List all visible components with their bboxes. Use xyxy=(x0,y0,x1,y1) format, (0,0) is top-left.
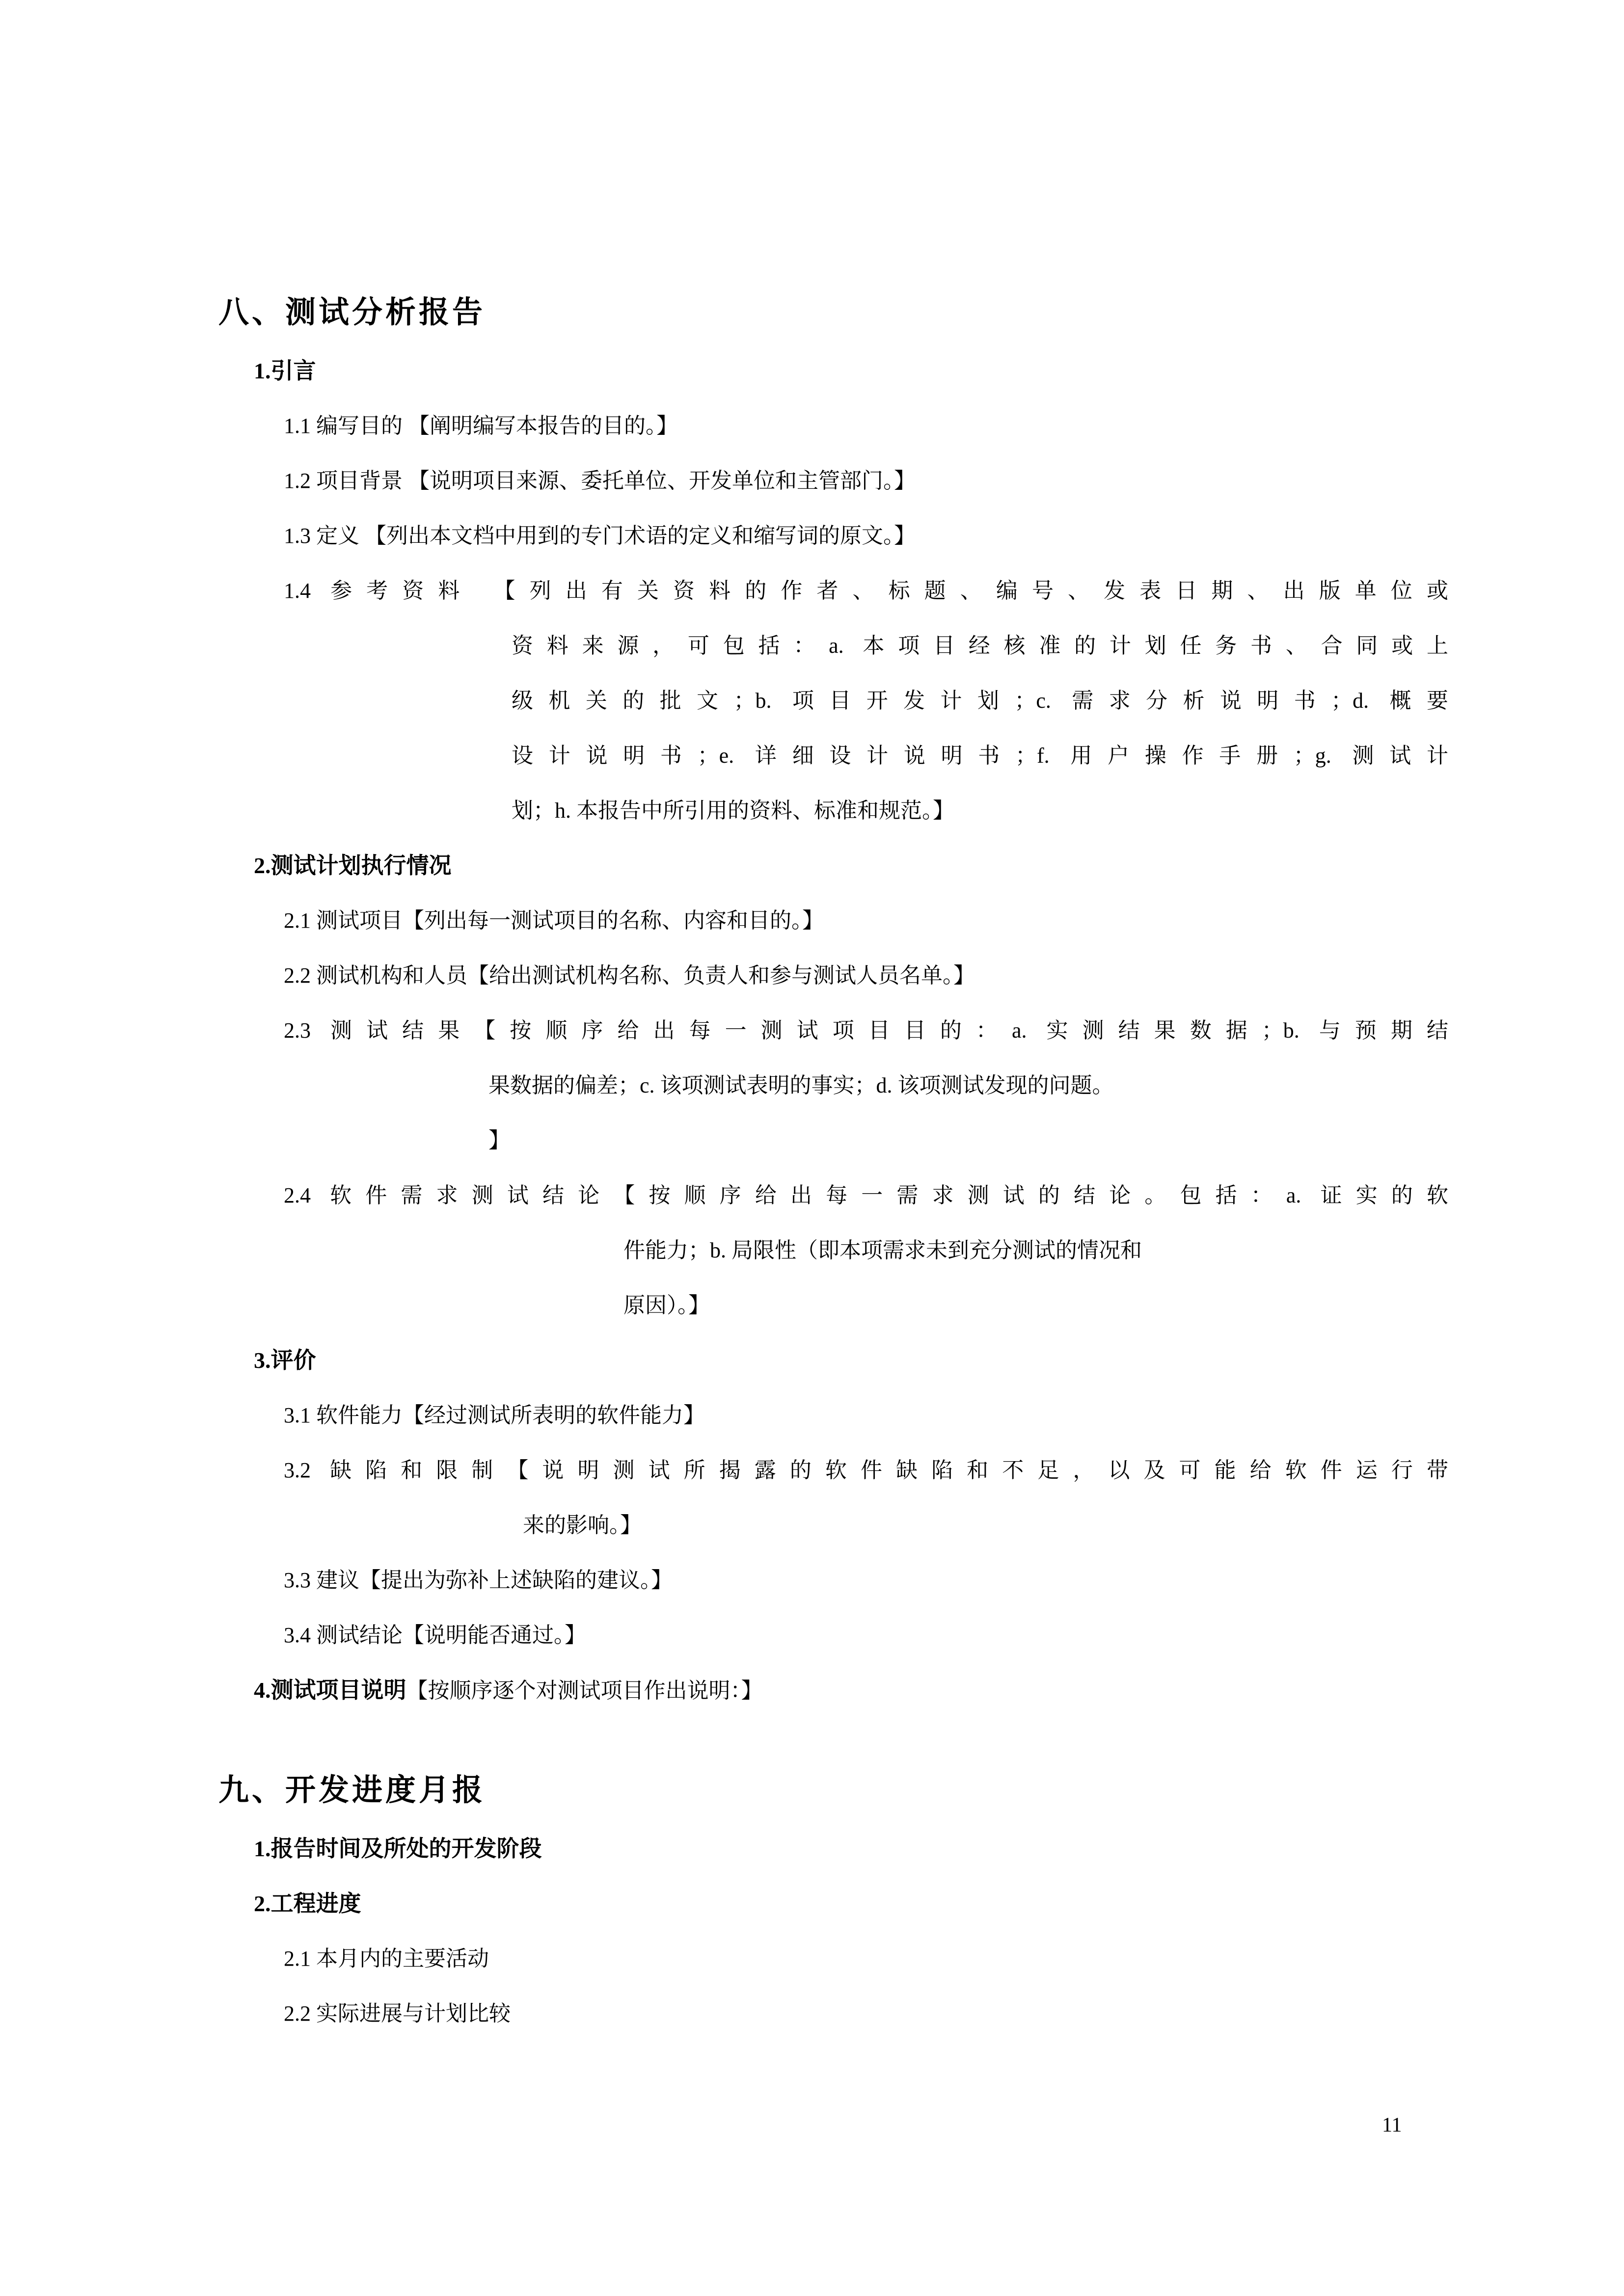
section9-item-2-2: 2.2 实际进展与计划比较 xyxy=(284,2002,511,2026)
item-2-4-continuation-1: 件能力；b. 局限性（即本项需求未到充分测试的情况和 xyxy=(623,1238,1142,1262)
heading-text: 九、开发进度月报 xyxy=(218,1774,486,1807)
item-4-bracket-text: 【按顺序逐个对测试项目作出说明：】 xyxy=(406,1679,763,1703)
page-number: 11 xyxy=(1382,2114,1402,2136)
item-3-3: 3.3 建议【提出为弥补上述缺陷的建议。】 xyxy=(284,1568,673,1592)
section9-item-1: 1.报告时间及所处的开发阶段 xyxy=(254,1836,542,1861)
item-2-4-continuation-2: 原因）。】 xyxy=(623,1293,710,1317)
item-1-intro: 1.引言 xyxy=(254,358,316,383)
item-3-1: 3.1 软件能力【经过测试所表明的软件能力】 xyxy=(284,1403,705,1427)
item-3-4: 3.4 测试结论【说明能否通过。】 xyxy=(284,1623,586,1647)
item-4-label: 4.测试项目说明 xyxy=(254,1678,406,1703)
item-2-3-continuation-2: 】 xyxy=(488,1128,510,1152)
item-3-evaluation: 3.评价 xyxy=(254,1348,316,1373)
item-1-4-continuation-2: 级机关的批文；b. 项目开发计划；c. 需求分析说明书；d. 概要 xyxy=(512,689,1448,713)
section-8-heading xyxy=(218,282,1448,344)
item-3-2-continuation-1: 来的影响。】 xyxy=(523,1513,642,1537)
section-9-heading xyxy=(218,1760,1448,1821)
item-2-2: 2.2 测试机构和人员【给出测试机构名称、负责人和参与测试人员名单。】 xyxy=(284,963,975,988)
section9-item-2-1: 2.1 本月内的主要活动 xyxy=(284,1947,489,1971)
item-1-4-continuation-4: 划；h. 本报告中所引用的资料、标准和规范。】 xyxy=(512,799,954,823)
item-1-3: 1.3 定义 【列出本文档中用到的专门术语的定义和缩写词的原文。】 xyxy=(284,524,916,548)
item-1-4-continuation-1: 资料来源，可包括：a. 本项目经核准的计划任务书、合同或上 xyxy=(512,634,1448,658)
heading-text: 八、测试分析报告 xyxy=(218,296,486,329)
document-content xyxy=(218,282,1448,2041)
section9-item-2: 2.工程进度 xyxy=(254,1891,361,1916)
item-1-4: 1.4 参考资料 【列出有关资料的作者、标题、编号、发表日期、出版单位或 xyxy=(284,579,1448,603)
item-1-1: 1.1 编写目的 【阐明编写本报告的目的。】 xyxy=(284,414,678,438)
item-4-test-project-description xyxy=(218,1663,1448,1718)
item-2-3: 2.3 测试结果【按顺序给出每一测试项目目的：a. 实测结果数据；b. 与预期结 xyxy=(284,1018,1448,1042)
item-2-3-continuation-1: 果数据的偏差；c. 该项测试表明的事实；d. 该项测试发现的问题。 xyxy=(488,1073,1114,1097)
item-1-4-continuation-3: 设计说明书；e. 详细设计说明书；f. 用户操作手册；g. 测试计 xyxy=(512,744,1448,768)
item-2-4: 2.4 软件需求测试结论【按顺序给出每一需求测试的结论。包括：a. 证实的软 xyxy=(284,1183,1448,1207)
item-2-test-plan-execution: 2.测试计划执行情况 xyxy=(254,853,452,878)
item-2-1: 2.1 测试项目【列出每一测试项目的名称、内容和目的。】 xyxy=(284,908,824,933)
item-1-2: 1.2 项目背景 【说明项目来源、委托单位、开发单位和主管部门。】 xyxy=(284,469,916,493)
item-3-2: 3.2 缺陷和限制【说明测试所揭露的软件缺陷和不足，以及可能给软件运行带 xyxy=(284,1458,1448,1482)
